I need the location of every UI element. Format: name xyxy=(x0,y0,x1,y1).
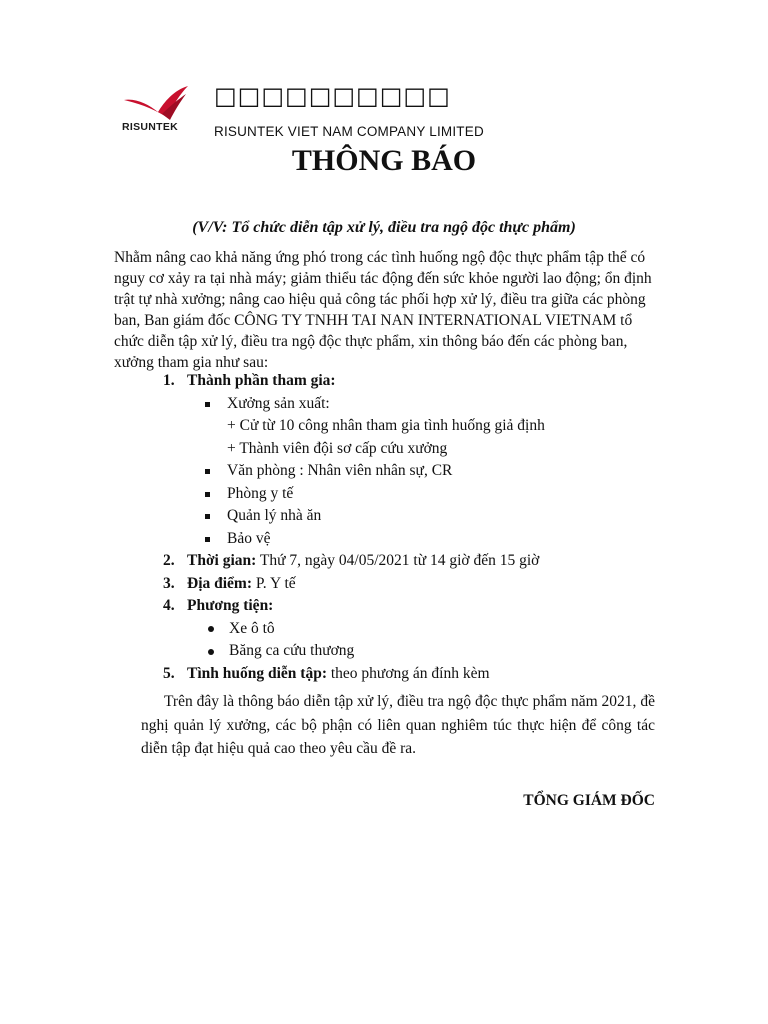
item-number: 1. xyxy=(163,372,175,389)
sub-item: Văn phòng : Nhân viên nhân sự, CR xyxy=(203,460,663,483)
risuntek-logo-icon xyxy=(122,84,204,124)
item-number: 4. xyxy=(163,597,175,614)
workshop-detail-line: + Thành viên đội sơ cấp cứu xưởng xyxy=(227,439,448,457)
sub-item: Băng ca cứu thương xyxy=(205,640,663,663)
participants-sublist xyxy=(163,393,663,551)
item-value: theo phương án đính kèm xyxy=(330,664,490,682)
list-item-location xyxy=(163,573,663,596)
sub-item: Xe ô tô xyxy=(205,618,663,641)
item-value: P. Y tế xyxy=(255,574,296,592)
item-label: Địa điểm: xyxy=(187,574,253,592)
item-label: Phương tiện: xyxy=(187,597,274,614)
sub-item-label: Xưởng sản xuất: xyxy=(227,394,330,412)
item-number: 3. xyxy=(163,574,175,592)
intro-paragraph: Nhằm nâng cao khả năng ứng phó trong các tình huống ngộ độc thực phẩm tập thể có nguy cơ xảy ra tại nhà máy; giảm thiểu tác động đến sức khỏe người lao động; ổn định trật tự nhà xưởng; nâng cao hiệu quả công tác phối hợp xử lý, điều tra giữa các phòng ban, Ban giám đốc CÔNG TY TNHH TAI NAN INTERNATIONAL VIETNAM tổ chức diễn tập xử lý, điều tra ngộ độc thực phẩm, xin thông báo đến các phòng ban, xưởng tham gia như sau: xyxy=(114,249,652,371)
item-label: Tình huống diễn tập: xyxy=(187,664,327,682)
company-name-cjk: □□□□□□□□□□ xyxy=(214,82,451,110)
item-number: 2. xyxy=(163,552,175,569)
details-list xyxy=(163,370,663,685)
sub-item: Phòng y tế xyxy=(203,483,663,506)
logo-wordmark: RISUNTEK xyxy=(122,121,179,133)
company-logo xyxy=(122,84,204,136)
document-title: THÔNG BÁO xyxy=(291,144,477,177)
item-label: Thành phần tham gia: xyxy=(187,372,336,389)
sub-item: Quản lý nhà ăn xyxy=(203,505,663,528)
company-name: RISUNTEK VIET NAM COMPANY LIMITED xyxy=(214,124,484,139)
workshop-detail-line: + Cử từ 10 công nhân tham gia tình huống giả định xyxy=(227,417,545,434)
list-item-participants xyxy=(163,370,663,550)
list-item-time xyxy=(163,550,663,573)
closing-paragraph: Trên đây là thông báo diễn tập xử lý, điều tra ngộ độc thực phẩm năm 2021, đề nghị quản lý xưởng, các bộ phận có liên quan nghiêm túc thực hiện để công tác diễn tập đạt hiệu quả cao theo yêu cầu đề ra. xyxy=(141,693,655,757)
list-item-equipment xyxy=(163,595,663,663)
item-label: Thời gian: xyxy=(187,552,257,569)
signature-title: TỔNG GIÁM ĐỐC xyxy=(523,792,655,809)
list-item-scenario xyxy=(163,663,663,686)
sub-item xyxy=(203,393,663,461)
sub-item: Bảo vệ xyxy=(203,528,663,551)
item-number: 5. xyxy=(163,664,175,682)
document-subject: (V/V: Tổ chức diễn tập xử lý, điều tra ngộ độc thực phẩm) xyxy=(192,219,576,236)
equipment-sublist xyxy=(163,618,663,663)
item-value: Thứ 7, ngày 04/05/2021 từ 14 giờ đến 15 giờ xyxy=(259,552,540,569)
